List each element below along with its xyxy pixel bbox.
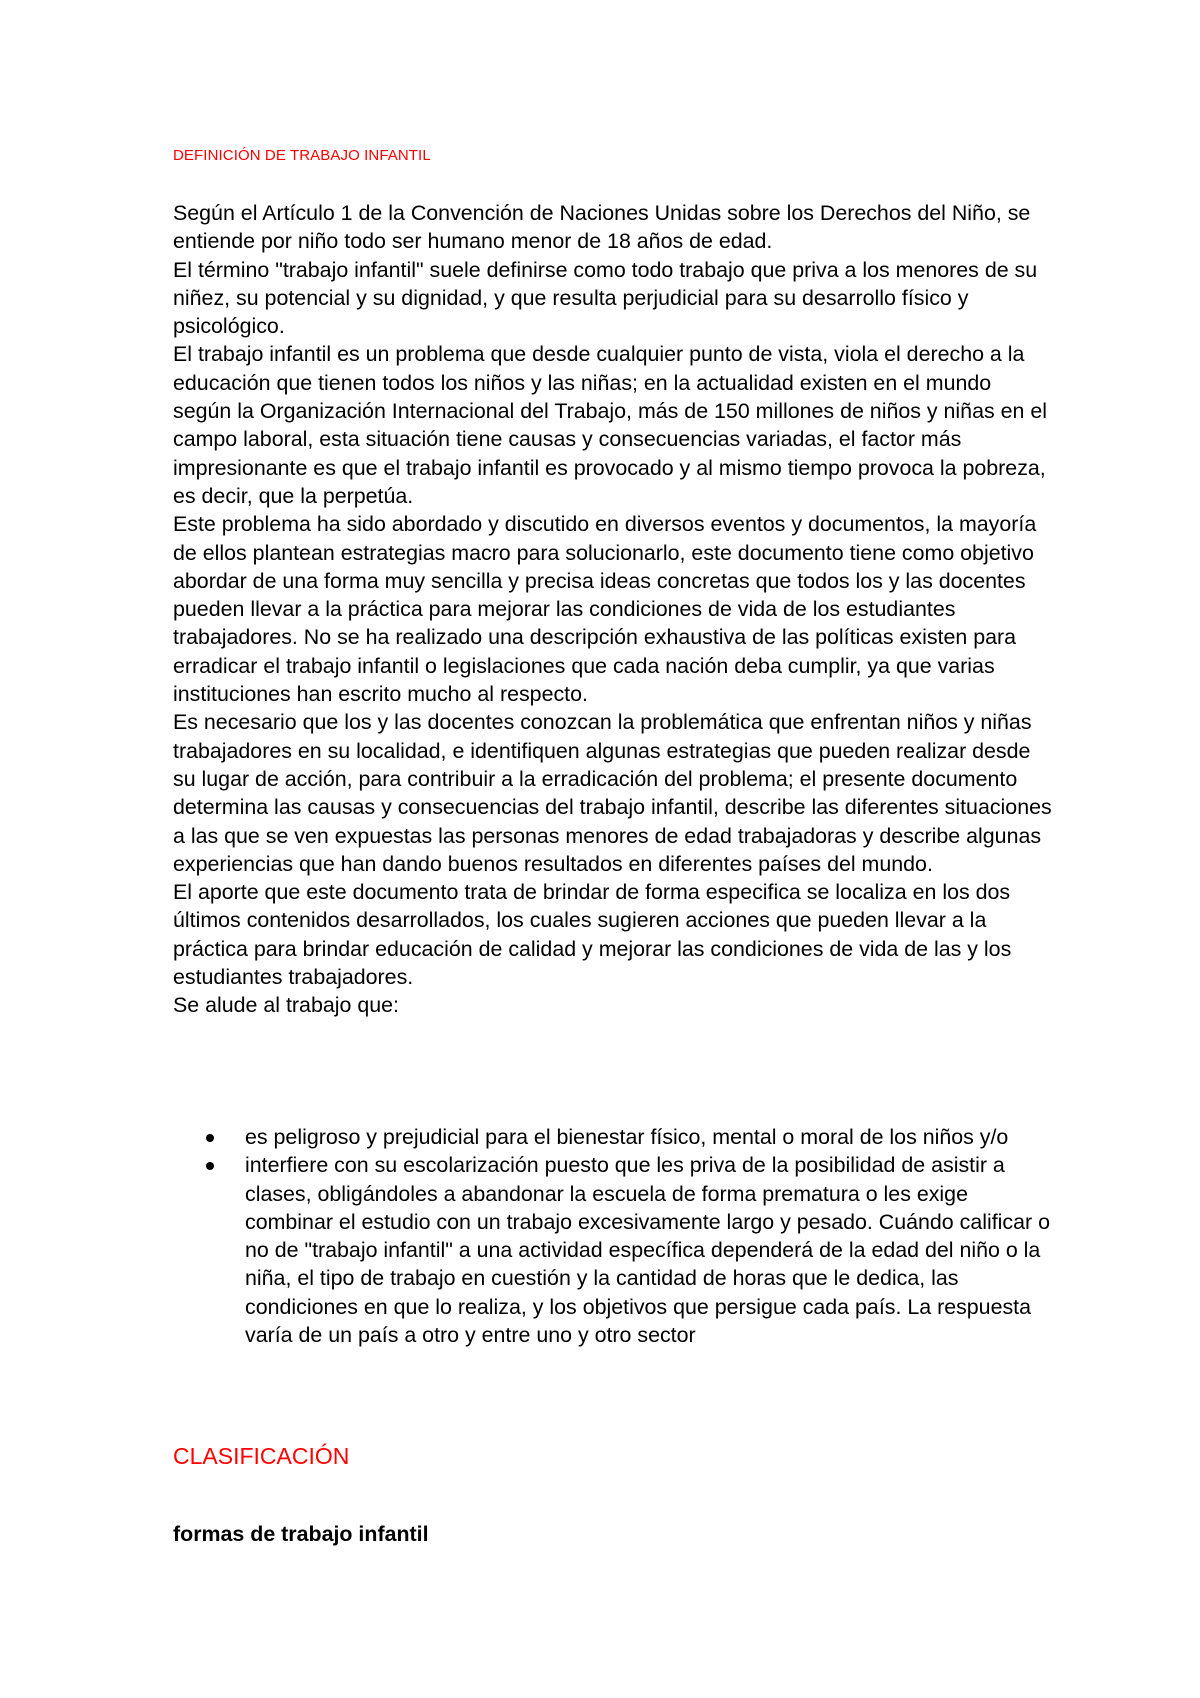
paragraph: El aporte que este documento trata de brindar de forma especifica se localiza en los dos últimos contenidos desarrollados, los cuales sugieren acciones que pueden llevar a la práctica para brindar educación de calidad y mejorar las condiciones de vida de las y los estudiantes trabajadores. [173, 880, 1012, 990]
paragraph: Este problema ha sido abordado y discutido en diversos eventos y documentos, la mayoría de ellos plantean estrategias macro para solucionarlo, este documento tiene como objetivo abordar de una forma muy sencilla y precisa ideas concretas que todos los y las docentes pueden llevar a la práctica para mejorar las condiciones de vida de los estudiantes trabajadores. No se ha realizado una descripción exhaustiva de las políticas existen para erradicar el trabajo infantil o legislaciones que cada nación deba cumplir, ya que varias instituciones han escrito mucho al respecto. [173, 512, 1037, 707]
paragraph: Es necesario que los y las docentes conozcan la problemática que enfrentan niños y niñas trabajadores en su localidad, e identifiquen algunas estrategias que pueden realizar desde su lugar de acción, para contribuir a la erradicación del problema; el presente documento determina las causas y consecuencias del trabajo infantil, describe las diferentes situaciones a las que se ven expuestas las personas menores de edad trabajadoras y describe algunas experiencias que han dando buenos resultados en diferentes países del mundo. [173, 710, 1052, 876]
bullet-list [173, 1123, 1053, 1349]
list-lead-in: Se alude al trabajo que: [173, 993, 399, 1018]
list-item [173, 1151, 1053, 1349]
paragraph: Según el Artículo 1 de la Convención de Naciones Unidas sobre los Derechos del Niño, se entiende por niño todo ser humano menor de 18 años de edad. [173, 201, 1031, 254]
section-heading: CLASIFICACIÓN [173, 1443, 350, 1469]
bullet-icon [206, 1162, 214, 1170]
sub-heading: formas de trabajo infantil [173, 1522, 429, 1546]
list-item-text: interfiere con su escolarización puesto que les priva de la posibilidad de asistir a clases, obligándoles a abandonar la escuela de forma prematura o les exige combinar el estudio con un trabajo excesivamente largo y pesado. Cuándo calificar o no de "trabajo infantil" a una actividad específica dependerá de la edad del niño o la niña, el tipo de trabajo en cuestión y la cantidad de horas que le dedica, las condiciones en que lo realiza, y los objetivos que persigue cada país. La respuesta varía de un país a otro y entre uno y otro sector [245, 1153, 1050, 1348]
bullet-icon [206, 1134, 214, 1142]
paragraph: El término "trabajo infantil" suele definirse como todo trabajo que priva a los menores de su niñez, su potencial y su dignidad, y que resulta perjudicial para su desarrollo físico y psicológico. [173, 257, 1038, 339]
list-item [173, 1123, 1053, 1151]
document-title: DEFINICIÓN DE TRABAJO INFANTIL [173, 147, 431, 164]
paragraph: El trabajo infantil es un problema que desde cualquier punto de vista, viola el derecho a la educación que tienen todos los niños y las niñas; en la actualidad existen en el mundo según la Organización Internacional del Trabajo, más de 150 millones de niños y niñas en el campo laboral, esta situación tiene causas y consecuencias variadas, el factor más impresionante es que el trabajo infantil es provocado y al mismo tiempo provoca la pobreza, es decir, que la perpetúa. [173, 342, 1047, 508]
list-item-text: es peligroso y prejudicial para el bienestar físico, mental o moral de los niños y/o [245, 1125, 1009, 1149]
document-body [173, 199, 1053, 1020]
